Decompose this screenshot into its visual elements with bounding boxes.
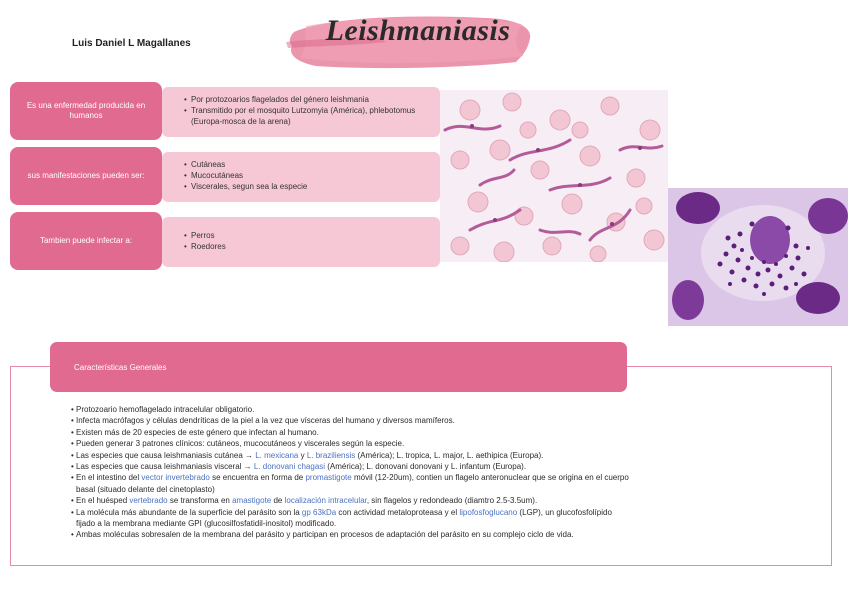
list-item	[72, 472, 632, 495]
list-item: • Perros	[184, 231, 430, 242]
text-segment: Las especies que causa leishmaniasis visceral →	[76, 462, 254, 472]
text-segment: La molécula más abundante de la superficie del parásito son la	[76, 507, 302, 517]
text-segment: (América); L. donovani donovani y L. infantum (Europa).	[325, 462, 527, 472]
list-item: • Pueden generar 3 patrones clínicos: cutáneos, mucocutáneos y viscerales según la especie.	[72, 438, 632, 449]
text-segment: se transforma en	[167, 496, 233, 506]
row-label-disease: Es una enfermedad producida en humanos	[10, 82, 162, 140]
text-segment: y	[298, 450, 307, 460]
list-item: • Ambas moléculas sobresalen de la membrana del parásito y participan en procesos de adaptación del parásito en su complejo ciclo de vida.	[72, 529, 632, 540]
list-item: • Mucocutáneas	[184, 171, 430, 182]
list-item: • Cutáneas	[184, 160, 430, 171]
species-braziliensis: L. braziliensis	[306, 450, 356, 460]
species-mexicana: L. mexicana	[255, 450, 299, 460]
general-characteristics-list	[72, 404, 632, 541]
term-gp63: gp 63kDa	[301, 507, 337, 517]
list-item: • Infecta macrófagos y células dendríticas de la piel a la vez que vísceras del humano y diversos mamíferos.	[72, 415, 632, 426]
term-vector-invertebrado: vector invertebrado	[141, 473, 210, 483]
term-localizacion-intracelular: localización intracelular	[284, 496, 367, 506]
list-item	[72, 461, 632, 472]
general-characteristics-header: Características Generales	[50, 342, 627, 392]
text-segment: (LGP), un glucofosfolípido fijado a la membrana mediante GPI (glucosilfosfatidil-inositol) modificado.	[76, 507, 612, 529]
text-segment: Las especies que causa leishmaniasis cutánea →	[76, 450, 256, 460]
text-segment: de	[271, 496, 285, 506]
list-item: • Transmitido por el mosquito Lutzomyia (América), phlebotomus (Europa-mosca de la arena)	[184, 106, 430, 128]
list-item	[72, 495, 632, 506]
text-segment: En el intestino del	[76, 473, 142, 483]
page-title: Leishmaniasis	[325, 14, 511, 47]
list-item: • Viscerales, segun sea la especie	[184, 182, 430, 193]
term-promastigote: promastigote	[305, 473, 352, 483]
list-item: • Por protozoarios flagelados del género leishmania	[184, 95, 430, 106]
list-item: • Protozoario hemoflagelado intracelular obligatorio.	[72, 404, 632, 415]
species-donovani-chagasi: L. donovani chagasi	[253, 462, 326, 472]
list-item	[72, 507, 632, 530]
row-box-hosts	[162, 217, 440, 267]
term-lipofosfoglucano: lipofosfoglucano	[459, 507, 518, 517]
text-segment: se encuentra en forma de	[209, 473, 306, 483]
list-item	[72, 450, 632, 461]
text-segment: móvil (12-20um), contien un flagelo anteronuclear que se origina en el cuerpo basal (situado delante del cinetoplasto)	[76, 473, 629, 494]
text-segment: En el huésped	[76, 496, 130, 506]
row-box-disease	[162, 87, 440, 137]
text-segment: , sin flagelos y redondeado (diamtro 2.5-3.5um).	[366, 496, 538, 506]
promastigote-micrograph	[440, 90, 668, 262]
row-label-hosts: Tambien puede infectar a:	[10, 212, 162, 270]
amastigote-micrograph	[668, 188, 848, 326]
row-label-manifestations: sus manifestaciones pueden ser:	[10, 147, 162, 205]
author-name: Luis Daniel L Magallanes	[72, 38, 191, 49]
list-item: • Existen más de 20 especies de este género que infectan al humano.	[72, 427, 632, 438]
term-amastigote: amastigote	[232, 496, 272, 506]
list-item: • Roedores	[184, 242, 430, 253]
row-box-manifestations	[162, 152, 440, 202]
text-segment: (América); L. tropica, L. major, L. aethipica (Europa).	[355, 450, 544, 460]
term-vertebrado: vertebrado	[129, 496, 168, 506]
text-segment: con actividad metaloproteasa y el	[336, 507, 460, 517]
